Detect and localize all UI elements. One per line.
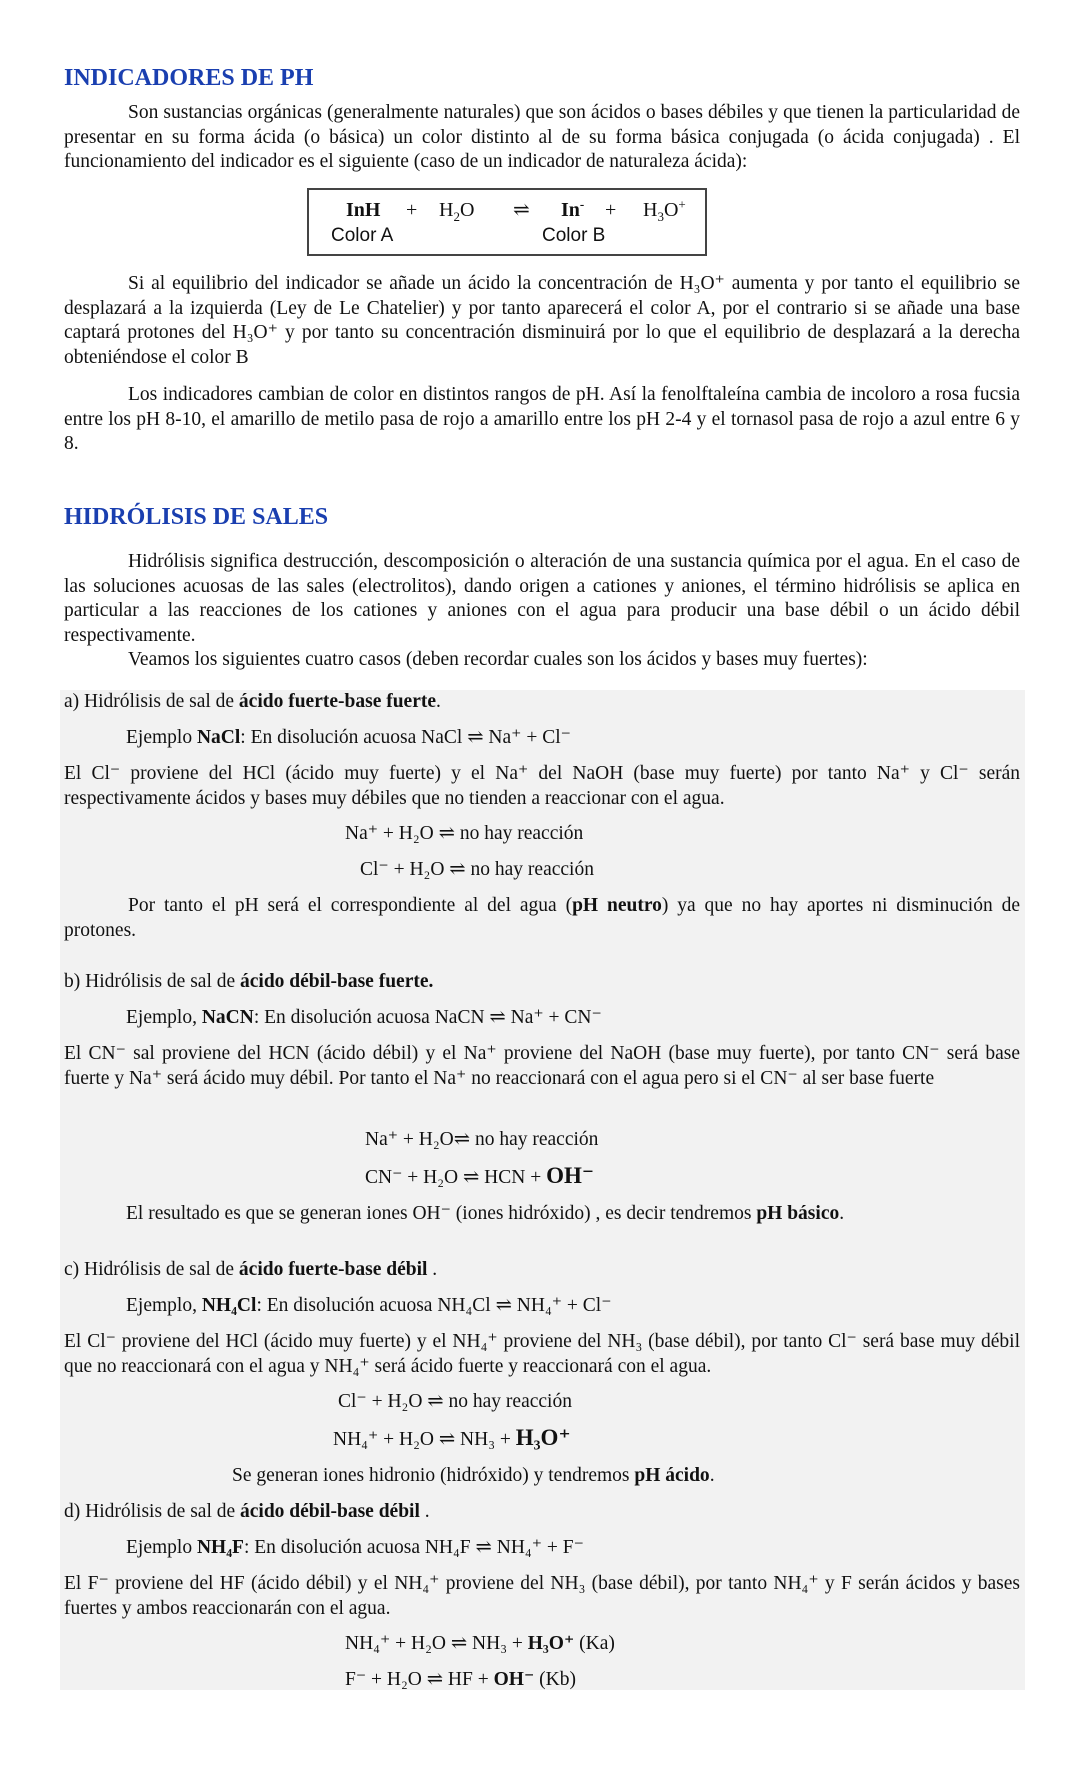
eq-water: $H_2O$	[439, 199, 475, 224]
eq-plus-2: +	[605, 199, 617, 221]
case-b-result: El resultado es que se generan iones OH⁻ (iones hidróxido) , es decir tendremos pH básico.	[126, 1203, 845, 1224]
eq-product-in: In-	[561, 196, 585, 221]
section-title-hidrolisis: HIDRÓLISIS DE SALES	[64, 504, 329, 530]
case-b-eq-1: Na⁺ + H₂O⇌ no hay reacción	[365, 1129, 599, 1150]
case-c-eq-1: Cl⁻ + H₂O ⇌ no hay reacción	[338, 1391, 572, 1412]
case-d-explanation: El F⁻ proviene del HF (ácido débil) y el NH₄⁺ proviene del NH₃ (base débil), por tanto NH₄⁺ y F serán ácidos y bases fuertes y ambos reaccionarán con el agua.	[64, 1573, 1020, 1619]
case-b-heading: b) Hidrólisis de sal de ácido débil-base fuerte.	[64, 971, 434, 992]
case-c-heading: c) Hidrólisis de sal de ácido fuerte-base débil .	[64, 1259, 438, 1280]
case-c-result: Se generan iones hidronio (hidróxido) y tendremos pH ácido.	[232, 1465, 715, 1486]
case-c-eq-2: NH₄⁺ + H₂O ⇌ NH₃ + H₃O⁺	[333, 1425, 571, 1450]
hidrolisis-intro: Hidrólisis significa destrucción, descomposición o alteración de una sustancia química por el agua. En el caso de las soluciones acuosas de las sales (electrolitos), dando origen a cationes y aniones, el término hidrólisis se aplica en particular a las reacciones de los cationes y aniones con el agua para producir una base débil o un ácido débil respectivamente.	[64, 551, 1020, 646]
eq-arrow: ⇌	[513, 199, 530, 221]
case-c-example: Ejemplo, NH₄Cl: En disolución acuosa NH₄Cl ⇌ NH₄⁺ + Cl⁻	[126, 1295, 612, 1316]
case-d-eq-2: F⁻ + H₂O ⇌ HF + OH⁻ (Kb)	[345, 1669, 576, 1690]
case-a-result: Por tanto el pH será el correspondiente al del agua (pH neutro) ya que no hay aportes ni disminución de protones.	[64, 895, 1020, 941]
eq-reactant-inh: InH	[346, 199, 381, 221]
indicadores-equilibrio-paragraph: Si al equilibrio del indicador se añade un ácido la concentración de H₃O⁺ aumenta y por tanto el equilibrio se desplazará a la izquierda (Ley de Le Chatelier) y por tanto aparecerá el color A, por el contrario si se añade una base captará protones del H₃O⁺ y por tanto su concentración disminuirá por lo que el equilibrio de desplazará a la derecha obteniéndose el color B	[64, 273, 1020, 368]
case-d-heading: d) Hidrólisis de sal de ácido débil-base débil .	[64, 1501, 430, 1522]
indicadores-intro: Son sustancias orgánicas (generalmente naturales) que son ácidos o bases débiles y que tienen la particularidad de presentar en su forma ácida (o básica) un color distinto al de su forma básica conjugada (o ácida conjugada) . El funcionamiento del indicador es el siguiente (caso de un indicador de naturaleza ácida):	[64, 102, 1020, 172]
case-b-example: Ejemplo, NaCN: En disolución acuosa NaCN ⇌ Na⁺ + CN⁻	[126, 1007, 602, 1028]
eq-plus-1: +	[406, 199, 418, 221]
case-d-example: Ejemplo NH₄F: En disolución acuosa NH₄F ⇌ NH₄⁺ + F⁻	[126, 1537, 584, 1558]
hidrolisis-casos-intro: Veamos los siguientes cuatro casos (deben recordar cuales son los ácidos y bases muy fuertes):	[128, 649, 868, 670]
indicadores-rangos-paragraph: Los indicadores cambian de color en distintos rangos de pH. Así la fenolftaleína cambia de incoloro a rosa fucsia entre los pH 8-10, el amarillo de metilo pasa de rojo a amarillo entre los pH 2-4 y el tornasol pasa de rojo a azul entre 6 y 8.	[64, 384, 1020, 454]
case-a-example: Ejemplo NaCl: En disolución acuosa NaCl ⇌ Na⁺ + Cl⁻	[126, 727, 571, 748]
indicator-equation-box	[307, 188, 707, 256]
case-a-eq-2: Cl⁻ + H₂O ⇌ no hay reacción	[360, 859, 594, 880]
eq-hydronium: $H_3O^+$	[643, 196, 686, 224]
case-a-eq-1: Na⁺ + H₂O ⇌ no hay reacción	[345, 823, 584, 844]
case-a-heading: a) Hidrólisis de sal de ácido fuerte-base fuerte.	[64, 691, 441, 712]
color-a-label: Color A	[331, 225, 394, 246]
case-a-explanation: El Cl⁻ proviene del HCl (ácido muy fuerte) y el Na⁺ del NaOH (base muy fuerte) por tanto Na⁺ y Cl⁻ serán respectivamente ácidos y bases muy débiles que no tienden a reaccionar con el agua.	[64, 763, 1020, 809]
case-d-eq-1: NH₄⁺ + H₂O ⇌ NH₃ + H₃O⁺ (Ka)	[345, 1633, 615, 1654]
color-b-label: Color B	[542, 225, 606, 246]
case-b-explanation: El CN⁻ sal proviene del HCN (ácido débil) y el Na⁺ proviene del NaOH (base muy fuerte), por tanto CN⁻ será base fuerte y Na⁺ será ácido muy débil. Por tanto el Na⁺ no reaccionará con el agua pero si el CN⁻ al ser base fuerte	[64, 1043, 1020, 1089]
case-b-eq-2: CN⁻ + H₂O ⇌ HCN + OH⁻	[365, 1163, 595, 1188]
section-title-indicadores: INDICADORES DE PH	[64, 65, 314, 91]
case-c-explanation: El Cl⁻ proviene del HCl (ácido muy fuerte) y el NH₄⁺ proviene del NH₃ (base débil), por tanto Cl⁻ será base muy débil que no reaccionará con el agua y NH₄⁺ será ácido fuerte y reaccionará con el agua.	[64, 1331, 1020, 1377]
